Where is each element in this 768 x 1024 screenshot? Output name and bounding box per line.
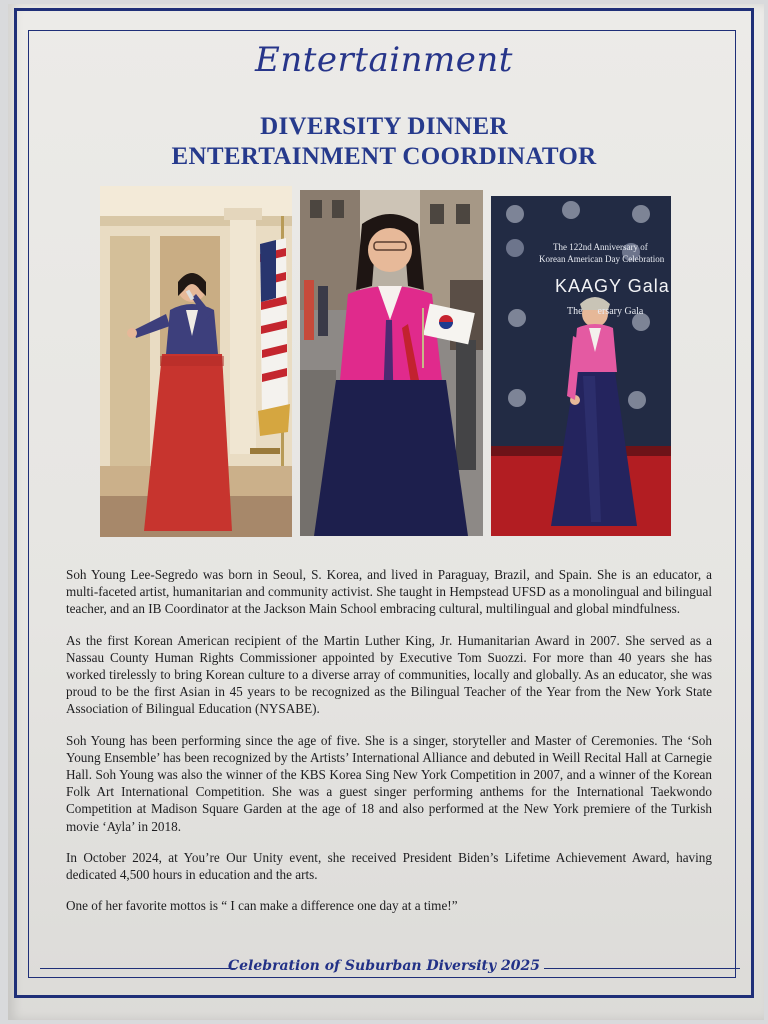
photo-gala-red-carpet [491,196,671,536]
gala-banner-line-1: The 122nd Anniversary of [553,242,648,252]
gala-banner-subtitle: The ersary Gala [567,306,644,317]
photo-street-parade [300,190,483,536]
paragraph-performing: Soh Young has been performing since the age of five. She is a singer, storyteller and Master of Ceremonies. The ‘Soh Young Ensemble’ has been recognized by the Artists’ International Alliance and debuted in Weill Recital Hall at Carnegie Hall. Soh Young was also the winner of the KBS Korea Sing New York Competition in 2007, and a winner of the Korean Folk Art International Competition. She was a guest singer performing anthems for the International Taekwondo Competition at Madison Square Garden at the age of 18 and also performed at the New York premiere of the Turkish movie ‘Ayla’ in 2018. [66,732,712,834]
headline-line-1: DIVERSITY DINNER [260,113,508,140]
footer-rule-right [544,968,740,969]
photo-singing-indoors [100,186,292,537]
gala-banner-title: KAAGY Gala [555,276,670,296]
paragraph-motto: One of her favorite mottos is “ I can make a difference one day at a time!” [66,898,458,914]
headline-line-2: ENTERTAINMENT COORDINATOR [171,143,597,170]
section-title: Entertainment [255,40,513,80]
gala-banner-line-2: Korean American Day Celebration [539,254,665,264]
article-body [66,566,712,928]
paragraph-award: In October 2024, at You’re Our Unity event, she received President Biden’s Lifetime Achievement Award, having dedicated 4,500 hours in education and the arts. [66,849,712,883]
footer-caption: Celebration of Suburban Diversity 2025 [228,958,540,974]
paragraph-humanitarian: As the first Korean American recipient of the Martin Luther King, Jr. Humanitarian Award in 2007. She served as a Nassau County Human Rights Commissioner appointed by Executive Tom Suozzi. For more than 40 years she has worked tirelessly to bring Korean culture to a diverse array of communities, locally and globally. As an educator, she was proud to be the first Asian in 45 years to be recognized as the Bilingual Teacher of the Year from the New York State Association of Bilingual Education (NYSABE). [66,632,712,717]
paragraph-biography: Soh Young Lee-Segredo was born in Seoul, S. Korea, and lived in Paraguay, Brazil, and Spain. She is an educator, a multi-faceted artist, humanitarian and community activist. She taught in Hempstead UFSD as a monolingual and bilingual teacher, and an IB Coordinator at the Jackson Main School embracing cultural, multilingual and global mindfulness. [66,567,712,617]
